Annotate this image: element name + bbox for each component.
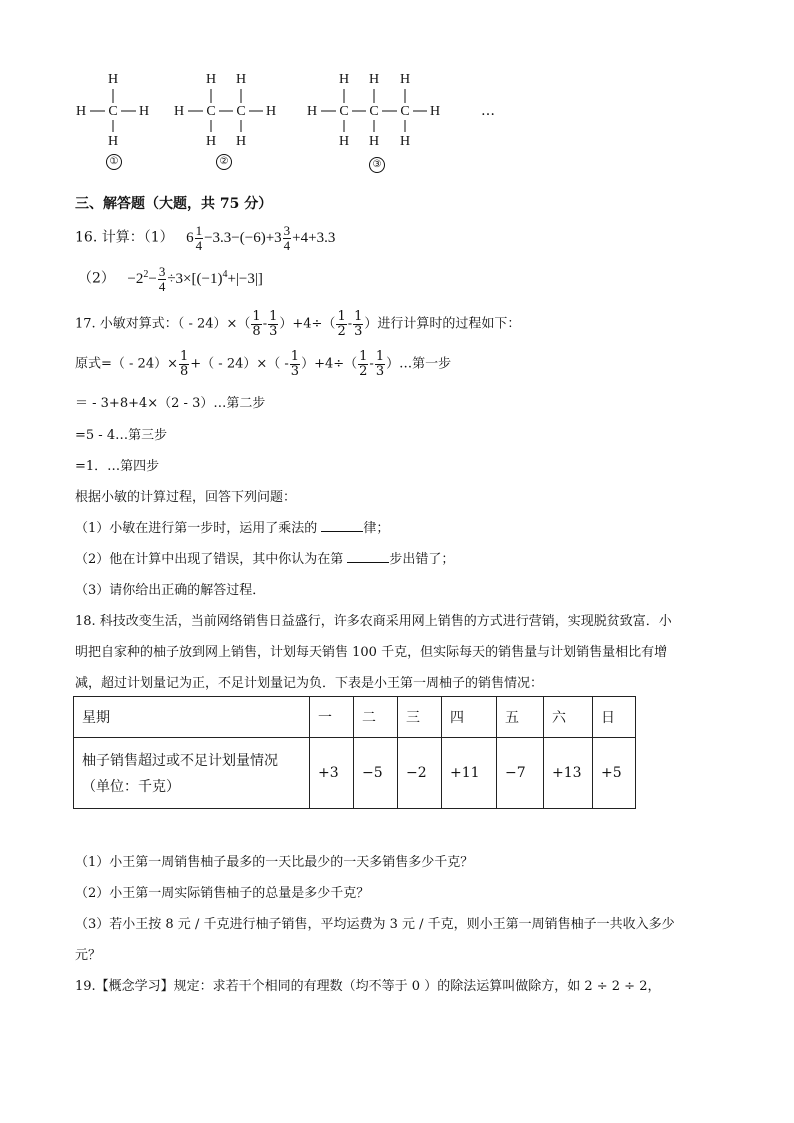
math-text: −: [148, 270, 157, 287]
exponent: 2: [143, 268, 149, 280]
table-cell: −5: [354, 738, 398, 809]
atom-h: H: [173, 104, 185, 119]
exponent: 4: [222, 268, 228, 280]
atom-c: C: [400, 104, 410, 119]
q16-part2-label: （2）: [78, 270, 115, 287]
atom-h: H: [368, 72, 380, 87]
q17-step1: 原式=（ - 24）× $\frac{1}{8}$ +（ - 24）×（ - $\frac{1}{3}$ ）+4÷（ $\frac{1}{2}$ - $\frac{1}{3}$ ）…第一步: [75, 349, 452, 379]
atom-c: C: [369, 104, 379, 119]
molecule-methane: [74, 72, 154, 172]
table-cell: +5: [593, 738, 636, 809]
q18-sub2: （2）小王第一周实际销售柚子的总量是多少千克？: [75, 886, 370, 901]
fraction: $\frac{1}{2}$: [337, 309, 346, 339]
math-text: 6: [186, 229, 194, 246]
atom-h: H: [138, 104, 150, 119]
q16-part2: [78, 265, 263, 293]
q18-sub1: （1）小王第一周销售柚子最多的一天比最少的一天多销售多少千克？: [75, 855, 474, 870]
fraction: $\frac{1}{3}$: [375, 349, 385, 379]
atom-c: C: [339, 104, 349, 119]
molecule-label-2: ②: [216, 154, 232, 170]
atom-h: H: [338, 72, 350, 87]
atom-h: H: [205, 72, 217, 87]
table-cell: +13: [544, 738, 593, 809]
atom-h: H: [429, 104, 441, 119]
answer-blank[interactable]: [321, 519, 363, 532]
q18-line1: 18. 科技改变生活，当前网络销售日益盛行，许多农商采用网上销售的方式进行营销，实现脱贫致富．小: [75, 614, 672, 629]
table-cell: +3: [310, 738, 354, 809]
math-text: +|−3|]: [227, 270, 263, 287]
atom-h: H: [338, 134, 350, 149]
atom-h: H: [107, 72, 119, 87]
table-cell: −2: [398, 738, 442, 809]
table-row-label: 柚子销售超过或不足计划量情况 （单位：千克）: [74, 738, 310, 809]
q17-step4: =1．…第四步: [75, 459, 160, 474]
q17-sub1: （1）小敏在进行第一步时，运用了乘法的 律；: [75, 521, 390, 536]
fraction: $\frac{1}{2}$: [359, 349, 368, 379]
q17-sub2: （2）他在计算中出现了错误，其中你认为在第 步出错了；: [75, 552, 455, 567]
q17-step3: =5 - 4…第三步: [75, 428, 168, 443]
atom-h: H: [399, 134, 411, 149]
table-header-day: 五: [497, 697, 544, 738]
table-header-day: 三: [398, 697, 442, 738]
atom-h: H: [399, 72, 411, 87]
fraction: $\frac{3}{4}$: [283, 223, 291, 253]
fraction: $\frac{1}{3}$: [269, 309, 278, 339]
q16-part1: [75, 224, 335, 252]
answer-blank[interactable]: [347, 550, 389, 563]
atom-h: H: [368, 134, 380, 149]
q17-prompt: 根据小敏的计算过程，回答下列问题：: [75, 490, 297, 505]
table-header-day: 一: [310, 697, 354, 738]
table-header-day: 六: [544, 697, 593, 738]
fraction: $\frac{1}{4}$: [195, 223, 203, 253]
q17-sub3: （3）请你给出正确的解答过程．: [75, 583, 266, 598]
q18-line2: 明把自家种的柚子放到网上销售，计划每天销售 100 千克，但实际每天的销售量与计划销售量相比有增: [75, 645, 668, 660]
sales-table: [73, 696, 636, 809]
fraction: $\frac{3}{4}$: [158, 264, 166, 294]
atom-h: H: [235, 134, 247, 149]
table-header-row: [74, 697, 636, 738]
table-header-label: 星期: [74, 697, 310, 738]
q16-label: 16. 计算：（1）: [75, 229, 174, 246]
molecule-propane: [305, 72, 455, 174]
q18-sub3-line2: 元？: [75, 948, 102, 963]
math-text: ÷3×[(−1): [167, 270, 223, 287]
molecule-label-3: ③: [369, 157, 385, 173]
atom-c: C: [236, 104, 246, 119]
section-heading: 三、解答题（大题，共 75 分）: [75, 196, 273, 212]
q19-line1: 19.【概念学习】规定：求若干个相同的有理数（均不等于 0 ）的除法运算叫做除方，如 2 ÷ 2 ÷ 2，: [75, 979, 661, 994]
table-cell: −7: [497, 738, 544, 809]
table-header-day: 二: [354, 697, 398, 738]
q18-sub3-line1: （3）若小王按 8 元 / 千克进行柚子销售，平均运费为 3 元 / 千克，则小王第一周销售柚子一共收入多少: [75, 917, 675, 932]
molecule-ethane: [172, 72, 282, 172]
fraction: $\frac{1}{8}$: [180, 349, 189, 379]
atom-h: H: [205, 134, 217, 149]
atom-h: H: [75, 104, 87, 119]
q17-intro: 17. 小敏对算式：（ - 24）×（ $\frac{1}{8}$ - $\frac{1}{3}$ ）+4÷（ $\frac{1}{2}$ - $\frac{1}{3}$ ）进行计算时的过程如下：: [75, 309, 521, 339]
table-header-day: 日: [593, 697, 636, 738]
molecule-label-1: ①: [106, 154, 122, 170]
atom-c: C: [108, 104, 118, 119]
atom-h: H: [235, 72, 247, 87]
atom-h: H: [265, 104, 277, 119]
math-text: −2: [127, 270, 144, 287]
atom-c: C: [206, 104, 216, 119]
table-cell: +11: [442, 738, 497, 809]
fraction: $\frac{1}{3}$: [354, 309, 363, 339]
q18-line3: 减，超过计划量记为正，不足计划量记为负．下表是小王第一周柚子的销售情况：: [75, 676, 544, 691]
q17-step2: ＝ - 3+8+4×（2 - 3）…第二步: [75, 396, 266, 411]
table-header-day: 四: [442, 697, 497, 738]
math-text: +4+3.3: [292, 229, 336, 246]
fraction: $\frac{1}{3}$: [290, 349, 300, 379]
math-text: −3.3−(−6)+3: [204, 229, 282, 246]
table-row: [74, 738, 636, 809]
molecule-ellipsis: …: [481, 103, 495, 119]
atom-h: H: [306, 104, 318, 119]
atom-h: H: [107, 134, 119, 149]
fraction: $\frac{1}{8}$: [252, 309, 261, 339]
